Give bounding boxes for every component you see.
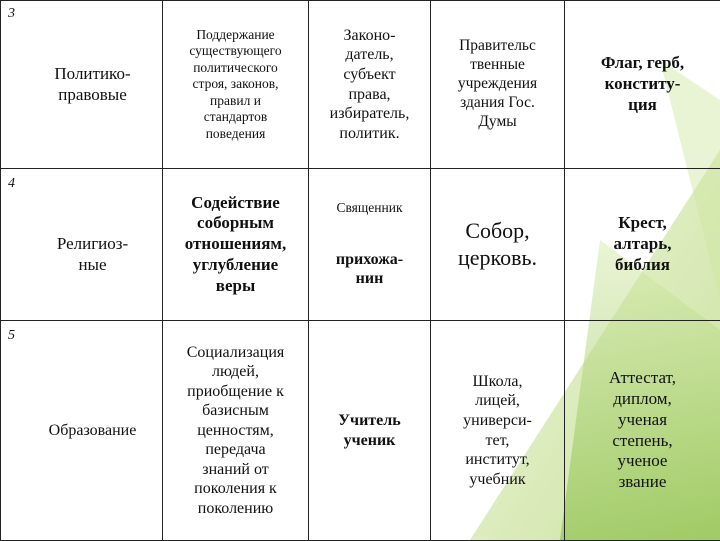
row-number: 5	[8, 328, 15, 344]
row-number: 4	[8, 176, 15, 192]
symbols-cell: Аттестат, диплом, ученая степень, ученое звание	[565, 321, 720, 541]
table-row	[1, 1, 720, 169]
institutions-cell: Правительс твенные учреждения здания Гос. Думы	[431, 1, 565, 169]
institutions-cell: Собор, церковь.	[431, 169, 565, 321]
function-cell: Социализация людей, приобщение к базисным ценностям, передача знаний от поколения к поколению	[163, 321, 309, 541]
table-row	[1, 169, 720, 321]
row-number: 3	[8, 6, 15, 22]
institutions-cell: Школа, лицей, универси- тет, институт, учебник	[431, 321, 565, 541]
roles-top-text: Священник	[315, 200, 424, 216]
symbols-cell: Крест, алтарь, библия	[565, 169, 720, 321]
roles-bottom-text: прихожа- нин	[315, 250, 424, 289]
table-row	[1, 321, 720, 541]
sphere-cell: Религиоз- ные	[1, 169, 163, 321]
roles-cell: Учитель ученик	[309, 321, 431, 541]
symbols-cell: Флаг, герб, конститу- ция	[565, 1, 720, 169]
function-cell: Поддержание существующего политического строя, законов, правил и стандартов поведения	[163, 1, 309, 169]
function-cell: Содействие соборным отношениям, углубление веры	[163, 169, 309, 321]
roles-cell	[309, 169, 431, 321]
sphere-cell: Политико- правовые	[1, 1, 163, 169]
sphere-cell: Образование	[1, 321, 163, 541]
roles-cell: Законо- датель, субъект права, избиратель, политик.	[309, 1, 431, 169]
